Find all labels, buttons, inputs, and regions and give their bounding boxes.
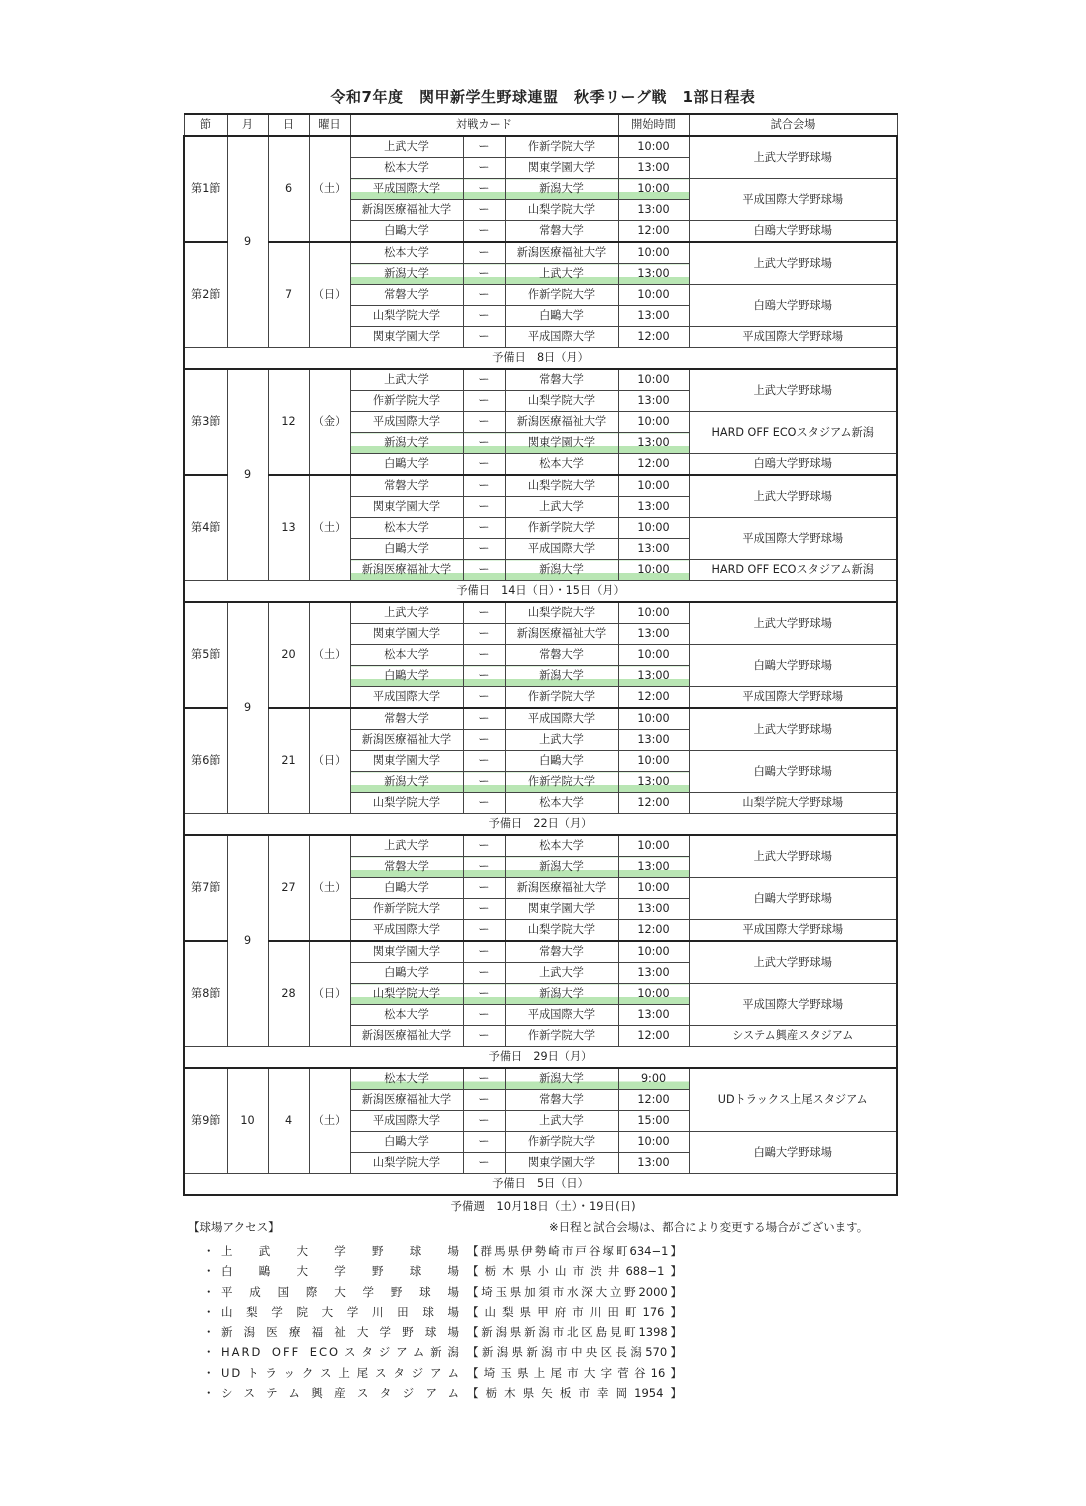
away-team: 新潟医療福祉大学 [505,878,618,899]
vs-dash: ー [463,1068,505,1090]
venue-cell: 平成国際大学野球場 [689,327,897,348]
vs-dash: ー [463,730,505,751]
start-time: 10:00 [618,179,689,200]
away-team: 松本大学 [505,835,618,857]
header-section: 節 [184,114,227,136]
home-team: 平成国際大学 [350,920,463,942]
home-team: 松本大学 [350,1005,463,1026]
start-time: 10:00 [618,835,689,857]
venue-cell: 白鴎大学野球場 [689,221,897,243]
section-label: 第3節 [184,369,227,475]
access-item: ・ 山梨学院大学川田球場 【山梨県甲府市川田町176】 [203,1302,703,1322]
page-title: 令和7年度 関甲新学生野球連盟 秋季リーグ戦 1部日程表 [330,88,756,106]
header-row [184,114,897,136]
start-time: 13:00 [618,264,689,285]
vs-dash: ー [463,624,505,645]
home-team: 白鷗大学 [350,539,463,560]
home-team: 上武大学 [350,369,463,391]
away-team: 新潟大学 [505,560,618,581]
home-team: 新潟医療福祉大学 [350,560,463,581]
home-team: 松本大学 [350,1068,463,1090]
away-team: 白鷗大学 [505,306,618,327]
vs-dash: ー [463,687,505,709]
home-team: 新潟大学 [350,772,463,793]
away-team: 新潟大学 [505,857,618,878]
vs-dash: ー [463,878,505,899]
home-team: 平成国際大学 [350,412,463,433]
vs-dash: ー [463,708,505,730]
home-team: 上武大学 [350,835,463,857]
header-matchup: 対戦カード [350,114,618,136]
away-team: 関東学園大学 [505,1153,618,1174]
away-team: 常磐大学 [505,221,618,243]
away-team: 関東学園大学 [505,899,618,920]
start-time: 10:00 [618,602,689,624]
away-team: 新潟大学 [505,666,618,687]
venue-cell: 平成国際大学野球場 [689,518,897,560]
weekday-cell: （日） [309,708,350,814]
start-time: 10:00 [618,136,689,158]
vs-dash: ー [463,264,505,285]
away-team: 常磐大学 [505,1090,618,1111]
weekday-cell: （土） [309,602,350,708]
reserve-row [184,348,897,370]
weekday-cell: （土） [309,475,350,581]
start-time: 13:00 [618,857,689,878]
start-time: 13:00 [618,899,689,920]
start-time: 12:00 [618,793,689,814]
access-venue-name: HARD OFF ECOスタジアム新潟 [221,1345,461,1360]
section-label: 第2節 [184,242,227,348]
reserve-week: 予備週 10月18日（土）・19日(日) [450,1199,636,1213]
away-team: 新潟大学 [505,1068,618,1090]
home-team: 新潟医療福祉大学 [350,1090,463,1111]
vs-dash: ー [463,793,505,814]
reserve-day: 予備日 22日（月） [184,814,897,836]
vs-dash: ー [463,1153,505,1174]
venue-cell: 上武大学野球場 [689,708,897,751]
access-address: 【埼玉県加須市水深大立野2000】 [467,1284,682,1299]
access-item: ・ システム興産スタジアム 【栃木県矢板市幸岡1954】 [203,1383,703,1403]
away-team: 上武大学 [505,963,618,984]
section-label: 第8節 [184,941,227,1047]
away-team: 松本大学 [505,793,618,814]
access-list [203,1241,703,1403]
away-team: 山梨学院大学 [505,391,618,412]
access-item: ・ 新潟医療福祉大学野球場 【新潟県新潟市北区島見町1398】 [203,1322,703,1342]
start-time: 15:00 [618,1111,689,1132]
home-team: 松本大学 [350,645,463,666]
away-team: 平成国際大学 [505,708,618,730]
away-team: 常磐大学 [505,369,618,391]
home-team: 関東学園大学 [350,497,463,518]
venue-cell: 平成国際大学野球場 [689,984,897,1026]
away-team: 関東学園大学 [505,158,618,179]
away-team: 上武大学 [505,1111,618,1132]
away-team: 作新学院大学 [505,1132,618,1153]
home-team: 常磐大学 [350,857,463,878]
vs-dash: ー [463,1111,505,1132]
access-venue-name: 山梨学院大学川田球場 [221,1304,461,1319]
reserve-row [184,1047,897,1069]
venue-cell: 上武大学野球場 [689,475,897,518]
vs-dash: ー [463,963,505,984]
venue-cell: HARD OFF ECOスタジアム新潟 [689,560,897,581]
vs-dash: ー [463,984,505,1005]
vs-dash: ー [463,772,505,793]
start-time: 13:00 [618,497,689,518]
away-team: 新潟医療福祉大学 [505,624,618,645]
venue-cell: 山梨学院大学野球場 [689,793,897,814]
access-heading: 【球場アクセス】 [188,1220,280,1234]
away-team: 常磐大学 [505,941,618,963]
home-team: 山梨学院大学 [350,1153,463,1174]
access-item: ・ 上武大学野球場 【群馬県伊勢崎市戸谷塚町634−1】 [203,1241,703,1261]
access-address: 【群馬県伊勢崎市戸谷塚町634−1】 [467,1244,682,1258]
section-label: 第5節 [184,602,227,708]
home-team: 関東学園大学 [350,941,463,963]
vs-dash: ー [463,857,505,878]
vs-dash: ー [463,285,505,306]
venue-cell: 白鷗大学野球場 [689,878,897,920]
reserve-day: 予備日 29日（月） [184,1047,897,1069]
vs-dash: ー [463,369,505,391]
home-team: 山梨学院大学 [350,793,463,814]
section-label: 第6節 [184,708,227,814]
reserve-day: 予備日 5日（日） [184,1174,897,1196]
home-team: 常磐大学 [350,285,463,306]
venue-cell: 白鷗大学野球場 [689,645,897,687]
day-cell: 13 [268,475,309,581]
day-cell: 7 [268,242,309,348]
start-time: 9:00 [618,1068,689,1090]
vs-dash: ー [463,539,505,560]
access-address: 【新潟県新潟市北区島見町1398】 [467,1325,682,1340]
start-time: 13:00 [618,158,689,179]
vs-dash: ー [463,158,505,179]
schedule-table [183,113,898,1196]
away-team: 作新学院大学 [505,285,618,306]
start-time: 12:00 [618,1090,689,1111]
month-cell: 9 [227,369,268,581]
weekday-cell: （土） [309,136,350,242]
home-team: 松本大学 [350,518,463,539]
venue-cell: 上武大学野球場 [689,242,897,285]
home-team: 上武大学 [350,136,463,158]
vs-dash: ー [463,899,505,920]
away-team: 平成国際大学 [505,539,618,560]
vs-dash: ー [463,941,505,963]
month-cell: 10 [227,1068,268,1174]
home-team: 白鷗大学 [350,963,463,984]
away-team: 上武大学 [505,264,618,285]
vs-dash: ー [463,560,505,581]
access-address: 【栃木県矢板市幸岡1954】 [467,1386,682,1401]
weekday-cell: （日） [309,941,350,1047]
away-team: 新潟大学 [505,984,618,1005]
header-weekday: 曜日 [309,114,350,136]
vs-dash: ー [463,751,505,772]
home-team: 白鷗大学 [350,878,463,899]
home-team: 新潟医療福祉大学 [350,200,463,221]
game-row [184,1068,897,1090]
start-time: 13:00 [618,730,689,751]
day-cell: 28 [268,941,309,1047]
away-team: 上武大学 [505,730,618,751]
start-time: 10:00 [618,708,689,730]
access-address: 【新潟県新潟市中央区長潟570】 [467,1345,682,1360]
start-time: 13:00 [618,1005,689,1026]
away-team: 作新学院大学 [505,1026,618,1047]
weekday-cell: （日） [309,242,350,348]
day-cell: 12 [268,369,309,475]
start-time: 10:00 [618,751,689,772]
home-team: 白鷗大学 [350,666,463,687]
vs-dash: ー [463,412,505,433]
home-team: 作新学院大学 [350,899,463,920]
access-item: ・ 平成国際大学野球場 【埼玉県加須市水深大立野2000】 [203,1282,703,1302]
home-team: 白鷗大学 [350,221,463,243]
home-team: 上武大学 [350,602,463,624]
header-month: 月 [227,114,268,136]
header-venue: 試合会場 [689,114,897,136]
venue-cell: システム興産スタジアム [689,1026,897,1047]
home-team: 常磐大学 [350,708,463,730]
game-row [184,941,897,963]
access-address: 【山梨県甲府市川田町176】 [467,1304,682,1319]
vs-dash: ー [463,179,505,200]
start-time: 13:00 [618,306,689,327]
access-venue-name: 白鷗大学野球場 [221,1264,461,1279]
start-time: 10:00 [618,475,689,497]
start-time: 12:00 [618,327,689,348]
venue-cell: 上武大学野球場 [689,941,897,984]
home-team: 松本大学 [350,158,463,179]
day-cell: 4 [268,1068,309,1174]
home-team: 平成国際大学 [350,1111,463,1132]
home-team: 平成国際大学 [350,179,463,200]
start-time: 12:00 [618,221,689,243]
access-venue-name: 平成国際大学野球場 [221,1284,461,1299]
vs-dash: ー [463,136,505,158]
start-time: 13:00 [618,963,689,984]
day-cell: 21 [268,708,309,814]
vs-dash: ー [463,497,505,518]
game-row [184,602,897,624]
home-team: 白鷗大学 [350,454,463,476]
vs-dash: ー [463,602,505,624]
home-team: 平成国際大学 [350,687,463,709]
start-time: 13:00 [618,391,689,412]
home-team: 関東学園大学 [350,327,463,348]
vs-dash: ー [463,327,505,348]
vs-dash: ー [463,666,505,687]
vs-dash: ー [463,518,505,539]
weekday-cell: （土） [309,835,350,941]
away-team: 新潟大学 [505,179,618,200]
game-row [184,835,897,857]
reserve-row [184,814,897,836]
home-team: 新潟大学 [350,264,463,285]
venue-cell: 上武大学野球場 [689,835,897,878]
venue-cell: 平成国際大学野球場 [689,920,897,942]
home-team: 白鷗大学 [350,1132,463,1153]
away-team: 作新学院大学 [505,772,618,793]
away-team: 松本大学 [505,454,618,476]
month-cell: 9 [227,602,268,814]
start-time: 10:00 [618,412,689,433]
access-item: ・ 白鷗大学野球場 【栃木県小山市渋井688−1】 [203,1261,703,1281]
away-team: 新潟医療福祉大学 [505,412,618,433]
start-time: 10:00 [618,1132,689,1153]
start-time: 10:00 [618,518,689,539]
away-team: 関東学園大学 [505,433,618,454]
home-team: 常磐大学 [350,475,463,497]
access-item: ・ HARD OFF ECOスタジアム新潟 【新潟県新潟市中央区長潟570】 [203,1342,703,1362]
section-label: 第9節 [184,1068,227,1174]
month-cell: 9 [227,136,268,348]
access-venue-name: 上武大学野球場 [221,1244,461,1258]
vs-dash: ー [463,1132,505,1153]
start-time: 13:00 [618,666,689,687]
away-team: 山梨学院大学 [505,920,618,942]
venue-cell: 平成国際大学野球場 [689,179,897,221]
venue-cell: 白鷗大学野球場 [689,1132,897,1174]
start-time: 13:00 [618,624,689,645]
section-label: 第1節 [184,136,227,242]
vs-dash: ー [463,645,505,666]
start-time: 12:00 [618,454,689,476]
vs-dash: ー [463,1026,505,1047]
away-team: 山梨学院大学 [505,475,618,497]
reserve-row [184,1174,897,1196]
venue-cell: HARD OFF ECOスタジアム新潟 [689,412,897,454]
vs-dash: ー [463,391,505,412]
start-time: 12:00 [618,687,689,709]
access-venue-name: UDトラックス上尾スタジアム [221,1365,461,1380]
start-time: 10:00 [618,242,689,264]
away-team: 作新学院大学 [505,518,618,539]
access-address: 【栃木県小山市渋井688−1】 [467,1264,682,1279]
venue-cell: 平成国際大学野球場 [689,687,897,709]
start-time: 13:00 [618,433,689,454]
venue-cell: UDトラックス上尾スタジアム [689,1068,897,1132]
away-team: 作新学院大学 [505,136,618,158]
venue-cell: 白鷗大学野球場 [689,751,897,793]
away-team: 常磐大学 [505,645,618,666]
access-address: 【埼玉県上尾市大字菅谷16】 [467,1365,682,1380]
home-team: 新潟医療福祉大学 [350,730,463,751]
vs-dash: ー [463,200,505,221]
home-team: 山梨学院大学 [350,306,463,327]
start-time: 13:00 [618,539,689,560]
vs-dash: ー [463,1090,505,1111]
day-cell: 20 [268,602,309,708]
start-time: 13:00 [618,1153,689,1174]
section-label: 第4節 [184,475,227,581]
home-team: 松本大学 [350,242,463,264]
home-team: 関東学園大学 [350,751,463,772]
vs-dash: ー [463,475,505,497]
venue-cell: 上武大学野球場 [689,369,897,412]
away-team: 平成国際大学 [505,1005,618,1026]
vs-dash: ー [463,1005,505,1026]
start-time: 10:00 [618,560,689,581]
vs-dash: ー [463,920,505,942]
away-team: 上武大学 [505,497,618,518]
start-time: 13:00 [618,772,689,793]
vs-dash: ー [463,221,505,243]
reserve-row [184,581,897,603]
start-time: 10:00 [618,941,689,963]
game-row [184,242,897,264]
start-time: 10:00 [618,878,689,899]
vs-dash: ー [463,242,505,264]
away-team: 山梨学院大学 [505,200,618,221]
away-team: 作新学院大学 [505,687,618,709]
reserve-day: 予備日 14日（日）・15日（月） [184,581,897,603]
section-label: 第7節 [184,835,227,941]
home-team: 関東学園大学 [350,624,463,645]
vs-dash: ー [463,433,505,454]
month-cell: 9 [227,835,268,1047]
access-venue-name: システム興産スタジアム [221,1386,461,1401]
home-team: 新潟大学 [350,433,463,454]
access-item: ・ UDトラックス上尾スタジアム 【埼玉県上尾市大字菅谷16】 [203,1363,703,1383]
start-time: 10:00 [618,645,689,666]
start-time: 10:00 [618,369,689,391]
vs-dash: ー [463,306,505,327]
home-team: 山梨学院大学 [350,984,463,1005]
vs-dash: ー [463,835,505,857]
start-time: 10:00 [618,984,689,1005]
schedule-note: ※日程と試合会場は、都合により変更する場合がございます。 [549,1220,869,1234]
home-team: 作新学院大学 [350,391,463,412]
day-cell: 27 [268,835,309,941]
start-time: 12:00 [618,1026,689,1047]
away-team: 白鷗大学 [505,751,618,772]
venue-cell: 上武大学野球場 [689,136,897,179]
reserve-day: 予備日 8日（月） [184,348,897,370]
vs-dash: ー [463,454,505,476]
away-team: 山梨学院大学 [505,602,618,624]
weekday-cell: （土） [309,1068,350,1174]
start-time: 10:00 [618,285,689,306]
venue-cell: 上武大学野球場 [689,602,897,645]
away-team: 平成国際大学 [505,327,618,348]
game-row [184,369,897,391]
venue-cell: 白鴎大学野球場 [689,285,897,327]
header-day: 日 [268,114,309,136]
game-row [184,136,897,158]
home-team: 新潟医療福祉大学 [350,1026,463,1047]
start-time: 13:00 [618,200,689,221]
header-time: 開始時間 [618,114,689,136]
away-team: 新潟医療福祉大学 [505,242,618,264]
access-venue-name: 新潟医療福祉大学野球場 [221,1325,461,1340]
game-row [184,475,897,497]
start-time: 12:00 [618,920,689,942]
day-cell: 6 [268,136,309,242]
game-row [184,708,897,730]
weekday-cell: （金） [309,369,350,475]
venue-cell: 白鴎大学野球場 [689,454,897,476]
